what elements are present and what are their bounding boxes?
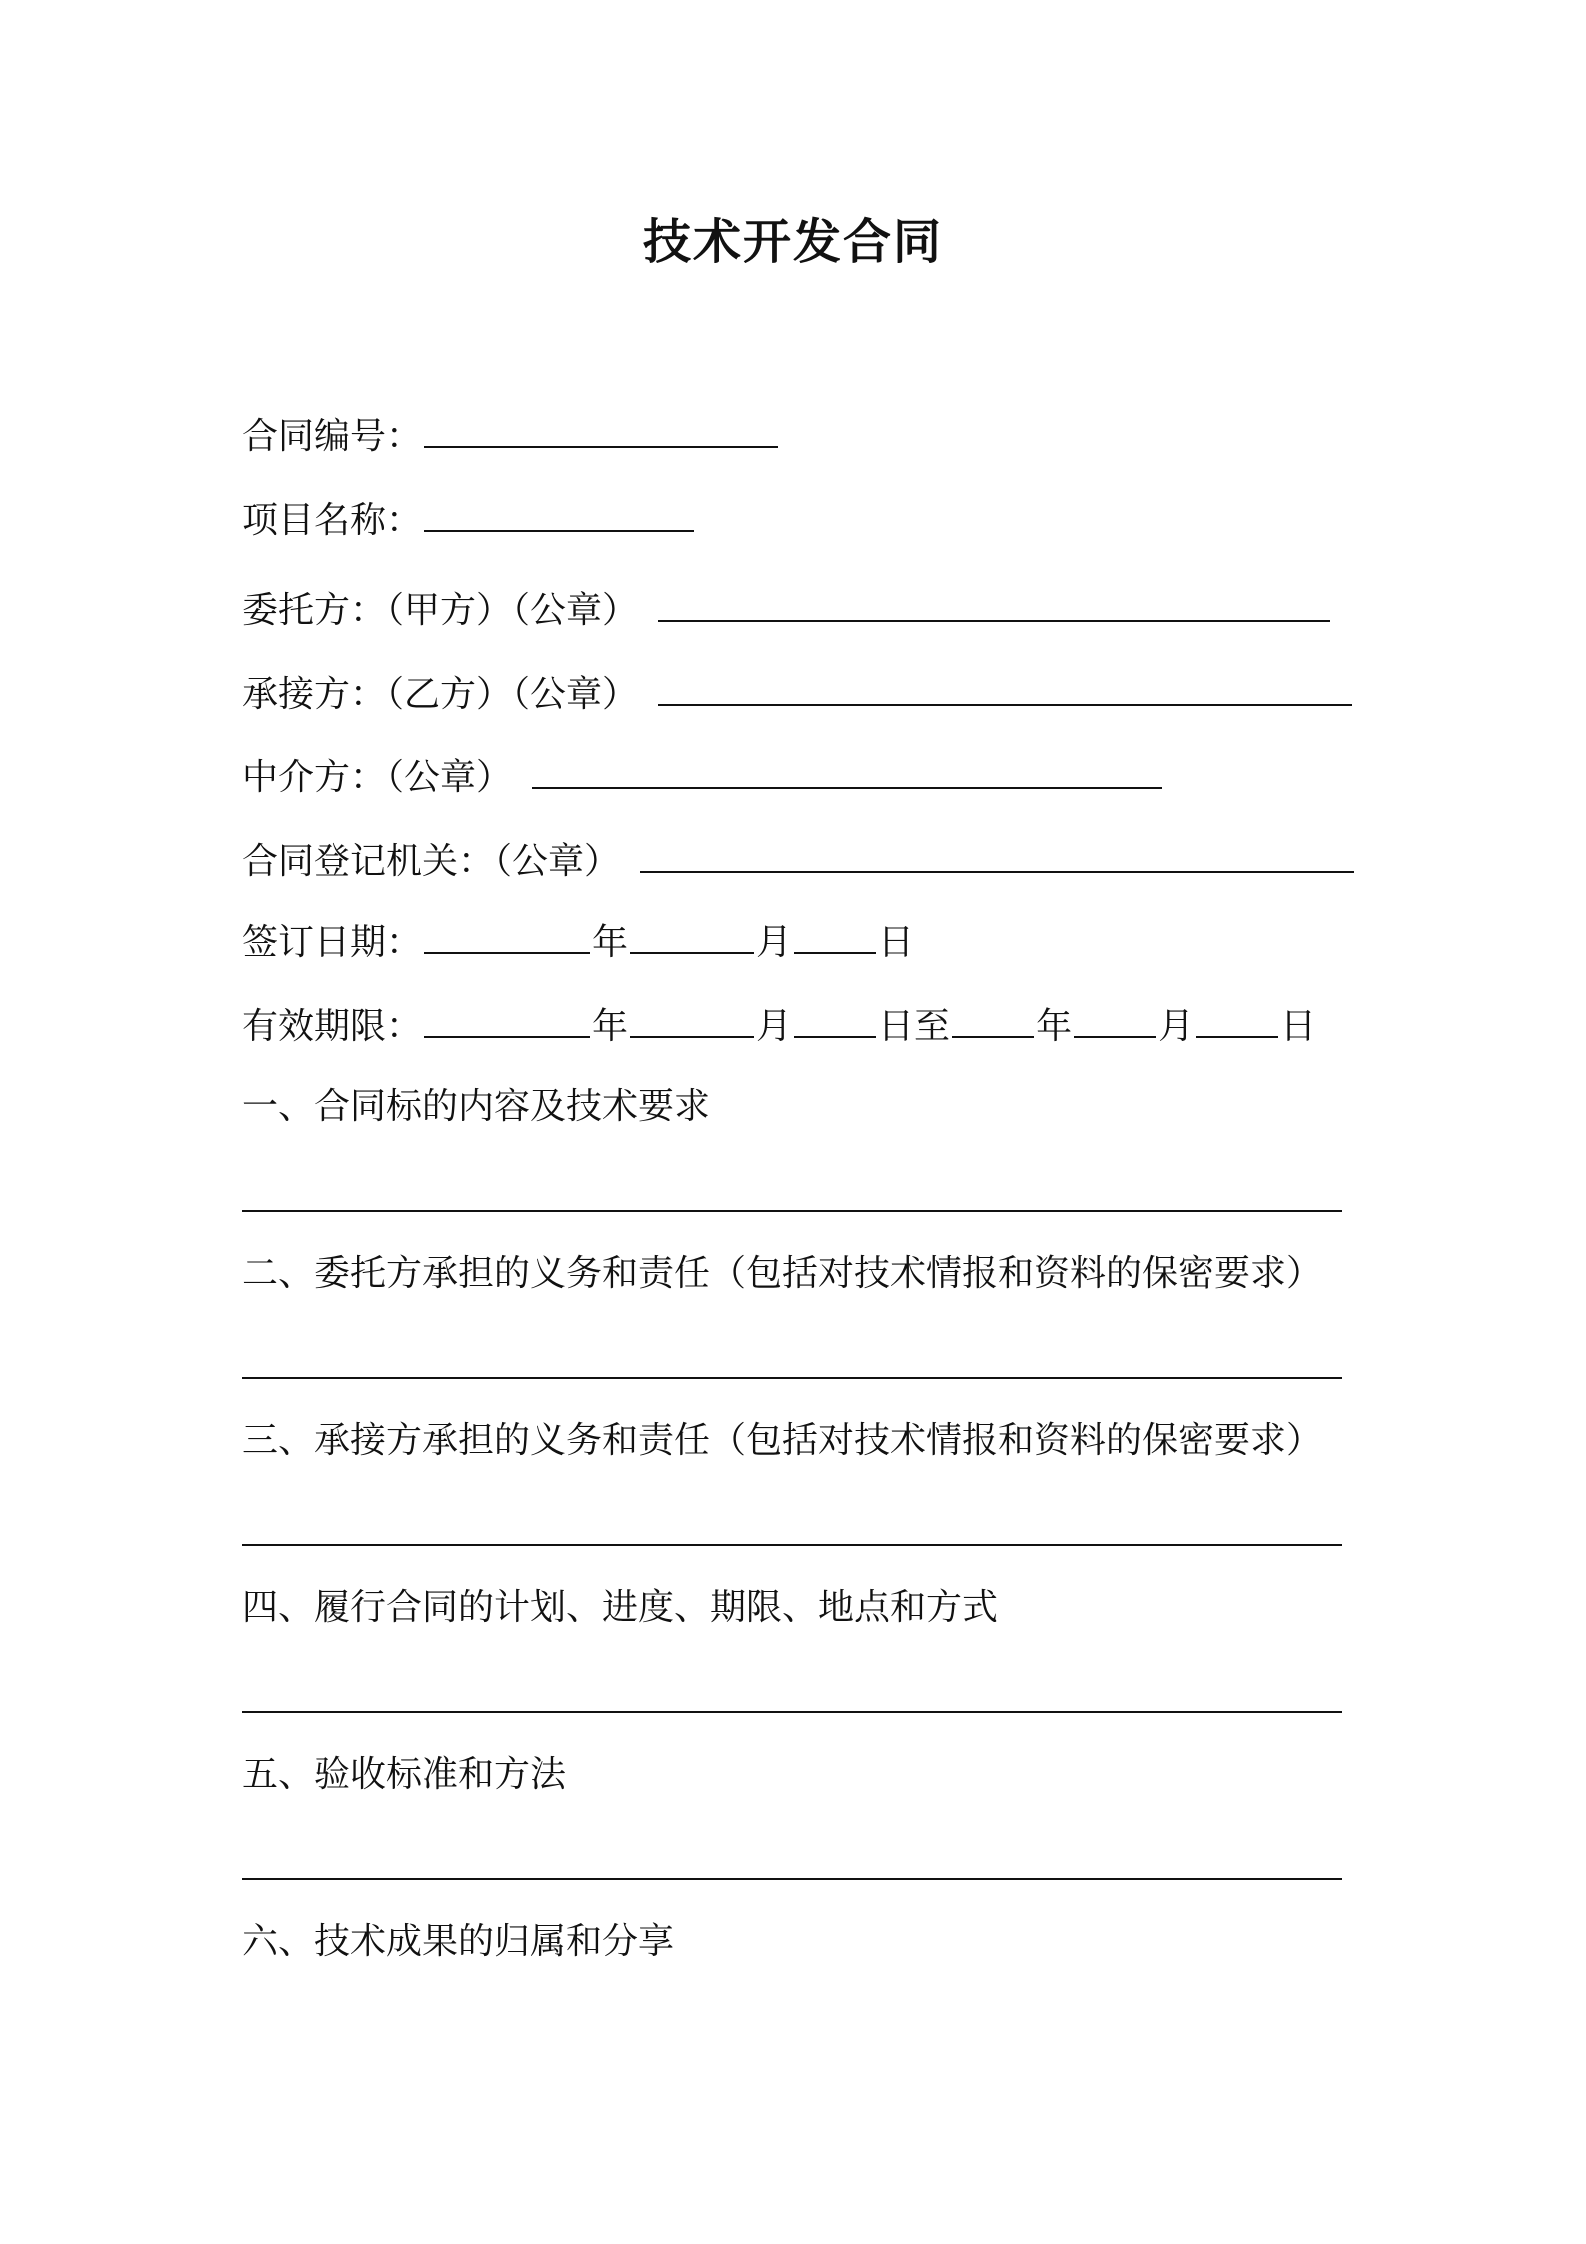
project-name-blank[interactable]	[424, 496, 694, 532]
agent-blank[interactable]	[532, 753, 1162, 789]
section-4-blank[interactable]	[242, 1711, 1342, 1713]
sign-month-blank[interactable]	[630, 918, 754, 954]
section-heading-5: 五、验收标准和方法	[242, 1754, 567, 1795]
agent-label: 中介方：（公章）	[242, 757, 513, 798]
validity-end-year-unit: 年	[1036, 1006, 1073, 1047]
validity-start-year-blank[interactable]	[424, 1002, 590, 1038]
sign-year-unit: 年	[592, 922, 629, 963]
validity-end-month-unit: 月	[1158, 1006, 1195, 1047]
validity-start-day-blank[interactable]	[794, 1002, 876, 1038]
agent-row	[242, 753, 1164, 800]
section-heading-4: 四、履行合同的计划、进度、期限、地点和方式	[242, 1587, 999, 1628]
contract-number-label: 合同编号：	[242, 416, 423, 457]
section-5-blank[interactable]	[242, 1878, 1342, 1880]
validity-start-year-unit: 年	[592, 1006, 629, 1047]
sign-day-unit: 日	[878, 922, 915, 963]
section-heading-2: 二、委托方承担的义务和责任（包括对技术情报和资料的保密要求）	[242, 1253, 1323, 1294]
validity-end-year-blank[interactable]	[952, 1002, 1034, 1038]
contractor-blank[interactable]	[658, 670, 1352, 706]
registry-blank[interactable]	[640, 837, 1354, 873]
sign-date-label: 签订日期：	[242, 922, 423, 963]
section-heading-6: 六、技术成果的归属和分享	[242, 1921, 675, 1962]
contract-number-row	[242, 412, 780, 459]
section-2-blank[interactable]	[242, 1377, 1342, 1379]
sign-month-unit: 月	[756, 922, 793, 963]
validity-label: 有效期限：	[242, 1006, 423, 1047]
section-1-blank[interactable]	[242, 1210, 1342, 1212]
validity-start-month-unit: 月	[756, 1006, 793, 1047]
validity-start-month-blank[interactable]	[630, 1002, 754, 1038]
sign-date-row	[242, 918, 914, 965]
sign-day-blank[interactable]	[794, 918, 876, 954]
section-heading-1: 一、合同标的内容及技术要求	[242, 1086, 711, 1127]
validity-end-month-blank[interactable]	[1074, 1002, 1156, 1038]
section-3-blank[interactable]	[242, 1544, 1342, 1546]
registry-label: 合同登记机关：（公章）	[242, 841, 621, 882]
document-title: 技术开发合同	[642, 214, 943, 270]
contractor-row	[242, 670, 1354, 717]
validity-end-day-unit: 日	[1280, 1006, 1317, 1047]
validity-row	[242, 1002, 1316, 1049]
validity-start-day-unit: 日至	[878, 1006, 951, 1047]
client-row	[242, 586, 1332, 633]
contractor-label: 承接方：（乙方）（公章）	[242, 674, 639, 715]
contract-number-blank[interactable]	[424, 412, 778, 448]
section-heading-3: 三、承接方承担的义务和责任（包括对技术情报和资料的保密要求）	[242, 1420, 1323, 1461]
project-name-label: 项目名称：	[242, 500, 423, 541]
registry-row	[242, 837, 1356, 884]
validity-end-day-blank[interactable]	[1196, 1002, 1278, 1038]
client-blank[interactable]	[658, 586, 1330, 622]
project-name-row	[242, 496, 696, 543]
sign-year-blank[interactable]	[424, 918, 590, 954]
client-label: 委托方：（甲方）（公章）	[242, 590, 639, 631]
